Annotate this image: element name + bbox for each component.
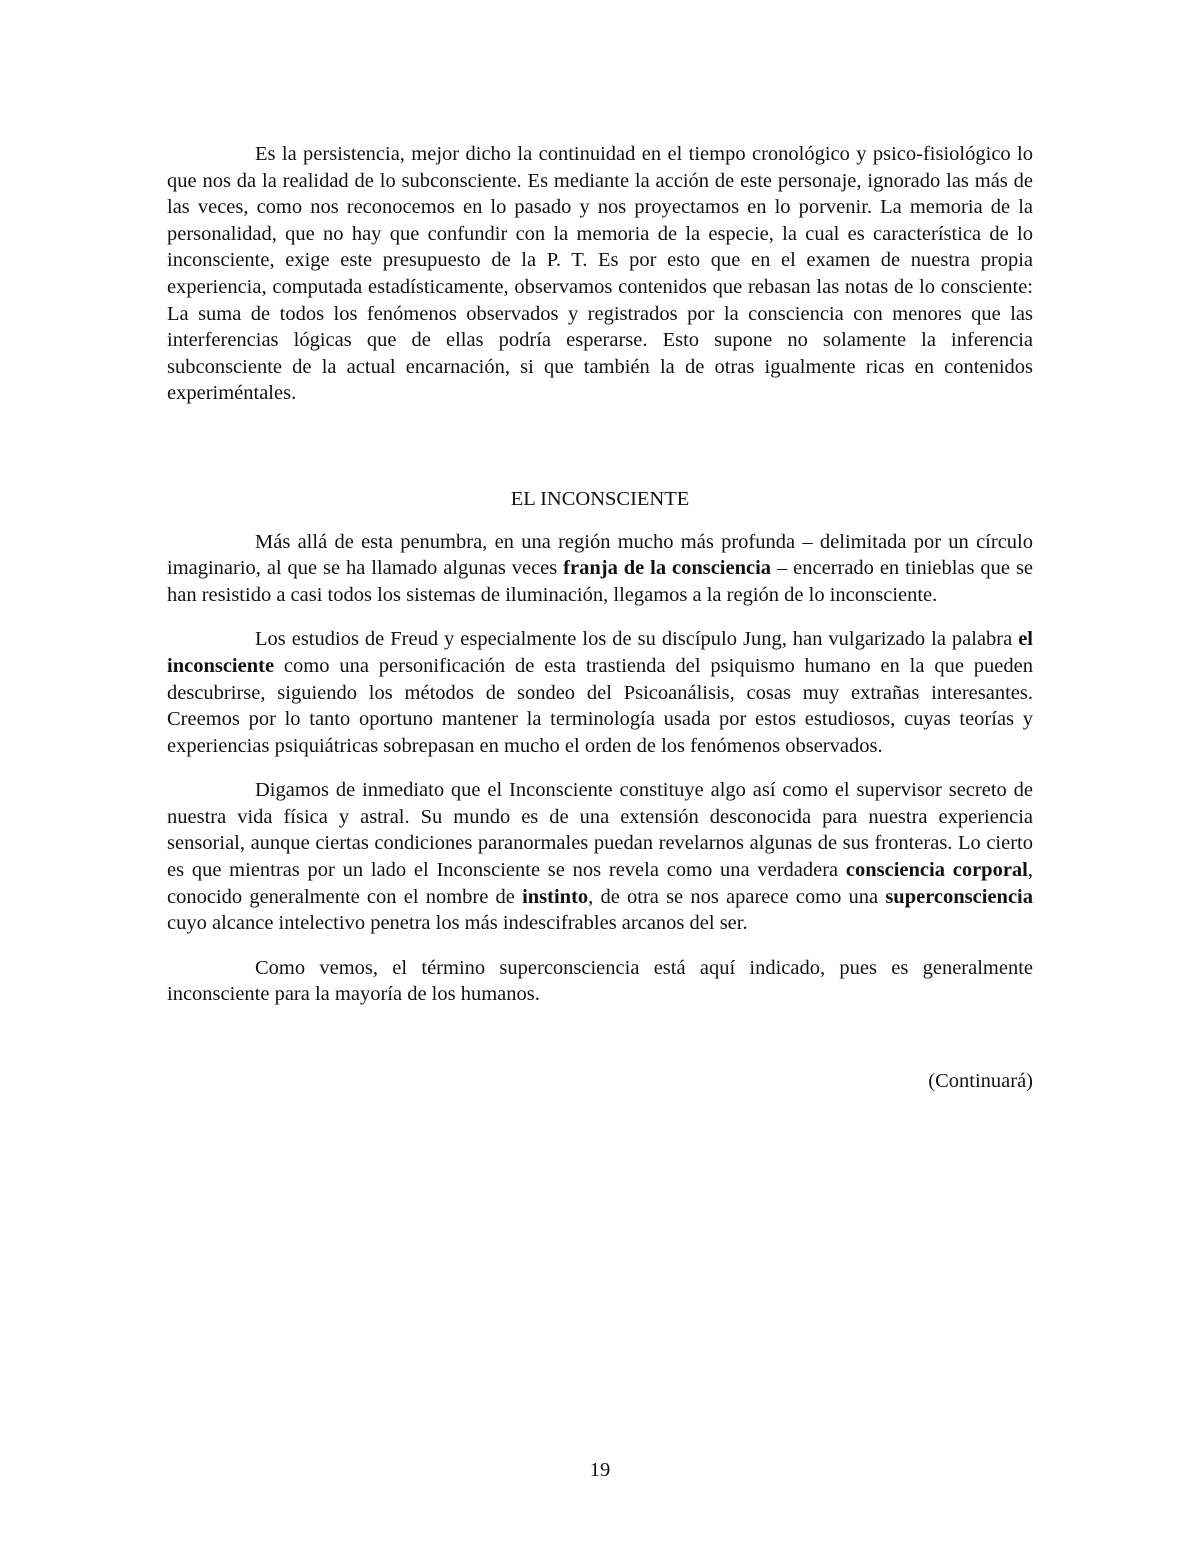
paragraph-text: – encerrado en tinieblas que se han resistido a casi todos los sistemas de iluminación, llegamos a la región de lo inconsciente. bbox=[167, 557, 1034, 606]
paragraph-supervisor bbox=[167, 777, 1033, 937]
page-number: 19 bbox=[589, 1459, 611, 1481]
paragraph-persistencia: Es la persistencia, mejor dicho la continuidad en el tiempo cronológico y psico-fisiológico lo que nos da la realidad de lo subconsciente. Es mediante la acción de este personaje, ignorado las más de las veces, como nos reconocemos en lo pasado y nos proyectamos en lo porvenir. La memoria de la personalidad, que no hay que confundir con la memoria de la especie, la cual es característica de lo inconsciente, exige este presupuesto de la P. T. Es por esto que en el examen de nuestra propia experiencia, computada estadísticamente, observamos contenidos que rebasan las notas de lo consciente: La suma de todos los fenómenos observados y registrados por la consciencia con menores que las interferencias lógicas que de ellas podría esperarse. Esto supone no solamente la inferencia subconsciente de la actual encarnación, si que también la de otras igualmente ricas en contenidos experiméntales. bbox=[167, 143, 1033, 405]
bold-term-superconsciencia: superconsciencia bbox=[885, 885, 1033, 908]
bold-term-inconsciente: el inconsciente bbox=[167, 628, 1033, 677]
paragraph-text: Más allá de esta penumbra, en una región mucho más profunda – delimitada por un círculo imaginario, al que se ha llamado algunas veces bbox=[167, 530, 1033, 580]
paragraph-freud-jung bbox=[167, 626, 1033, 759]
paragraph-text: , de otra se nos aparece como una bbox=[588, 885, 886, 908]
bold-term-franja: franja de la consciencia bbox=[563, 557, 772, 580]
continuation-note: (Continuará) bbox=[928, 1070, 1033, 1093]
section-heading: EL INCONSCIENTE bbox=[510, 487, 690, 510]
paragraph-text: cuyo alcance intelectivo penetra los más indescifrables arcanos del ser. bbox=[167, 912, 748, 935]
paragraph-penumbra bbox=[167, 529, 1033, 609]
bold-term-consciencia-corporal: consciencia corporal bbox=[845, 859, 1028, 882]
paragraph-text: Digamos de inmediato que el Inconsciente constituye algo así como el supervisor secreto de nuestra vida física y astral. Su mundo es de una extensión desconocida para nuestra experiencia sensorial, aunque ciertas condiciones paranormales puedan revelarnos algunas de sus fronteras. Lo cierto es que mientras por un lado el Inconsciente se nos revela como una verdadera bbox=[167, 779, 1033, 882]
bold-term-instinto: instinto bbox=[522, 885, 589, 908]
paragraph-text: , conocido generalmente con el nombre de bbox=[167, 859, 1033, 908]
paragraph-text: como una personificación de esta trastienda del psiquismo humano en la que pueden descubrirse, siguiendo los métodos de sondeo del Psicoanálisis, cosas muy extrañas interesantes. Creemos por lo tanto oportuno mantener la terminología usada por estos estudiosos, cuyas teorías y experiencias psiquiátricas sobrepasan en mucho el orden de los fenómenos observados. bbox=[167, 654, 1033, 757]
paragraph-como-vemos: Como vemos, el término superconsciencia está aquí indicado, pues es generalmente inconsciente para la mayoría de los humanos. bbox=[167, 956, 1033, 1006]
paragraph-text: Los estudios de Freud y especialmente los de su discípulo Jung, han vulgarizado la palabra bbox=[255, 628, 1019, 651]
page-body bbox=[167, 141, 1033, 1095]
